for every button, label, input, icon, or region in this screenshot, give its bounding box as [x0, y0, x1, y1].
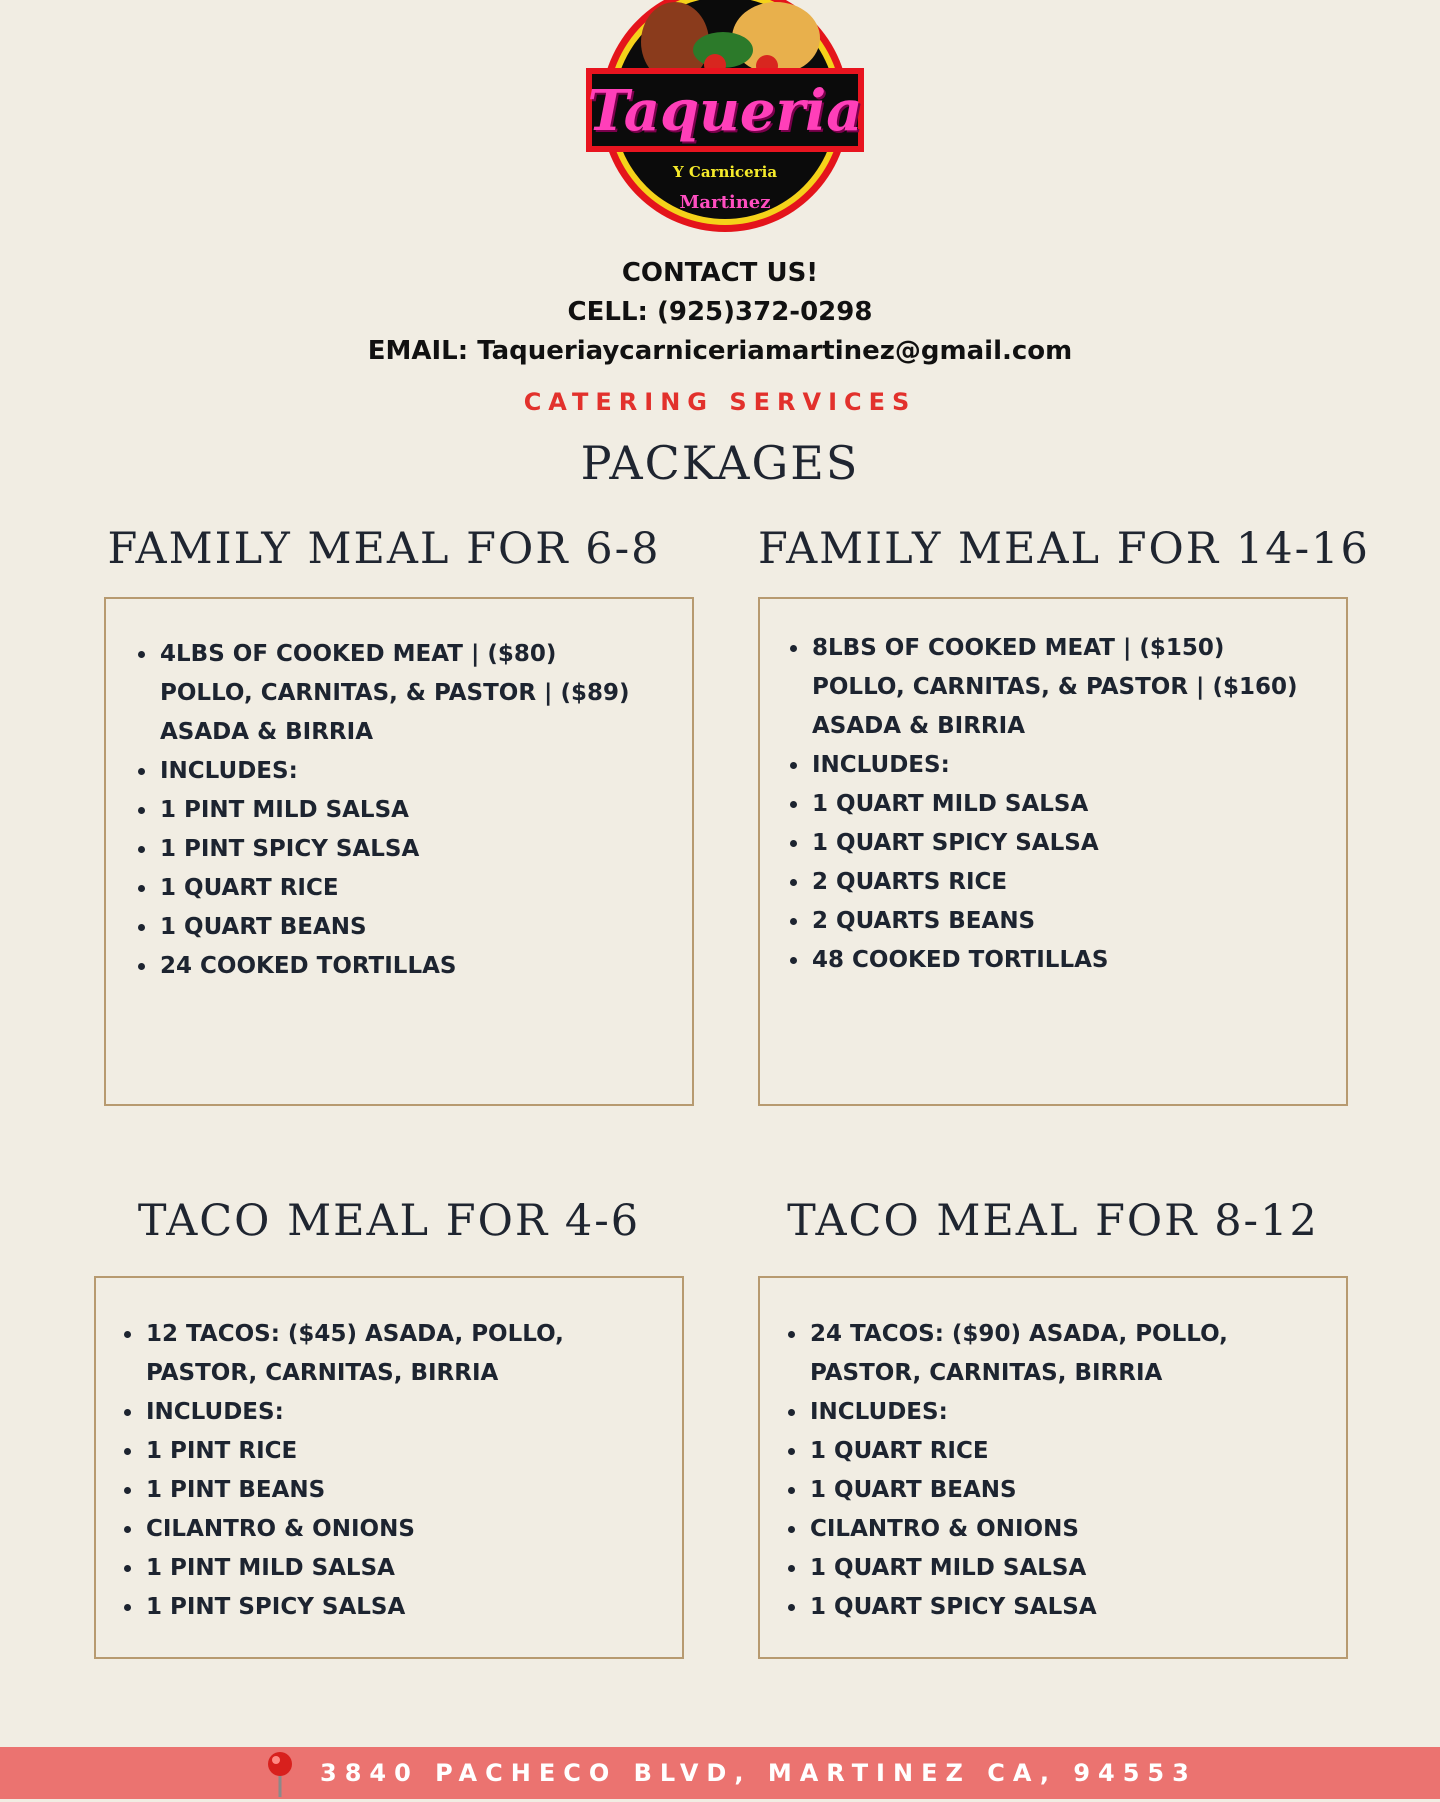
list-item: • 24 TACOS: ($90) ASADA, POLLO, PASTOR, CARNITAS, BIRRIA	[808, 1315, 1286, 1393]
package-box	[758, 597, 1348, 1106]
logo-subtitle: Y Carniceria	[672, 163, 778, 181]
list-item: • 12 TACOS: ($45) ASADA, POLLO, PASTOR, CARNITAS, BIRRIA	[144, 1315, 668, 1393]
package-box	[758, 1276, 1348, 1659]
list-item: • 8LBS OF COOKED MEAT | ($150) POLLO, CARNITAS, & PASTOR | ($160) ASADA & BIRRIA	[810, 629, 1306, 746]
list-item: • CILANTRO & ONIONS	[808, 1510, 1286, 1549]
catering-services-label: CATERING SERVICES	[523, 388, 917, 416]
list-item: • INCLUDES:	[810, 746, 1306, 785]
package-title: TACO MEAL FOR 4-6	[137, 1196, 641, 1246]
contact-block	[0, 254, 1440, 371]
list-item: • 2 QUARTS RICE	[810, 863, 1306, 902]
list-item: • 1 PINT BEANS	[144, 1471, 668, 1510]
list-item: • INCLUDES:	[158, 752, 652, 791]
package-items	[106, 635, 692, 986]
package-box	[104, 597, 694, 1106]
list-item: • 1 QUART MILD SALSA	[810, 785, 1306, 824]
list-item: • 48 COOKED TORTILLAS	[810, 941, 1306, 980]
logo-title: Taqueria	[587, 78, 863, 144]
package-items	[760, 1315, 1346, 1627]
package-items	[96, 1315, 682, 1627]
list-item: • 1 PINT RICE	[144, 1432, 668, 1471]
address-text: 3840 PACHECO BLVD, MARTINEZ CA, 94553	[320, 1759, 1197, 1787]
list-item: • 1 QUART SPICY SALSA	[808, 1588, 1286, 1627]
list-item: • 1 QUART BEANS	[158, 908, 652, 947]
list-item: • 1 QUART RICE	[808, 1432, 1286, 1471]
contact-heading: CONTACT US!	[621, 258, 819, 288]
list-item: • 4LBS OF COOKED MEAT | ($80) POLLO, CARNITAS, & PASTOR | ($89) ASADA & BIRRIA	[158, 635, 652, 752]
package-title: FAMILY MEAL FOR 6-8	[107, 524, 661, 574]
list-item: • INCLUDES:	[144, 1393, 668, 1432]
list-item: • 1 PINT SPICY SALSA	[144, 1588, 668, 1627]
list-item: • 1 PINT MILD SALSA	[158, 791, 652, 830]
address-footer	[0, 1747, 1440, 1799]
list-item: • 2 QUARTS BEANS	[810, 902, 1306, 941]
map-pin-icon	[263, 1751, 297, 1797]
package-title: FAMILY MEAL FOR 14-16	[758, 524, 1370, 574]
list-item: • 1 QUART BEANS	[808, 1471, 1286, 1510]
list-item: • 1 PINT SPICY SALSA	[158, 830, 652, 869]
list-item: • 1 QUART SPICY SALSA	[810, 824, 1306, 863]
contact-email: EMAIL: Taqueriaycarniceriamartinez@gmail.com	[367, 336, 1073, 366]
list-item: • 24 COOKED TORTILLAS	[158, 947, 652, 986]
package-box	[94, 1276, 684, 1659]
package-title: TACO MEAL FOR 8-12	[787, 1196, 1319, 1246]
logo-name: Martinez	[679, 192, 771, 213]
list-item: • 1 QUART MILD SALSA	[808, 1549, 1286, 1588]
packages-heading: PACKAGES	[580, 436, 860, 490]
taqueria-logo	[580, 0, 870, 242]
list-item: • 1 QUART RICE	[158, 869, 652, 908]
contact-cell: CELL: (925)372-0298	[567, 297, 873, 327]
list-item: • INCLUDES:	[808, 1393, 1286, 1432]
list-item: • CILANTRO & ONIONS	[144, 1510, 668, 1549]
package-items	[760, 629, 1346, 980]
list-item: • 1 PINT MILD SALSA	[144, 1549, 668, 1588]
